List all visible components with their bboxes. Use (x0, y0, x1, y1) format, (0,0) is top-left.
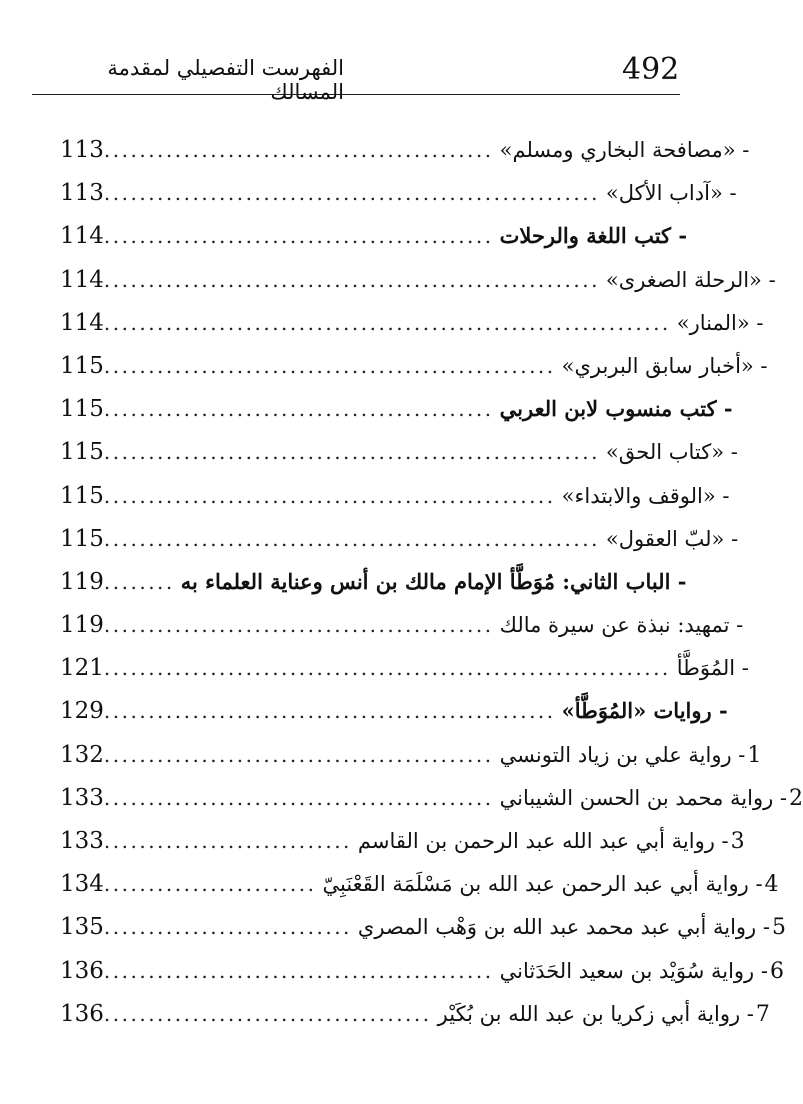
toc-page-number: 132 (60, 741, 104, 768)
dot-leader: ........................................................ (103, 181, 600, 206)
toc-list (60, 137, 803, 1044)
dot-leader: ................................................... (103, 699, 556, 724)
dot-leader: ............................................ (103, 224, 494, 249)
toc-entry-title: - «الرحلة الصغرى» (605, 267, 776, 292)
toc-entry-title: - رواية أبي عبد الله عبد الرحمن بن القاسم (357, 829, 729, 853)
toc-entry-title: - «الوقف والابتداء» (561, 483, 730, 508)
toc-entry-index: 7 (755, 1001, 770, 1027)
toc-entry-index: 6 (769, 958, 784, 984)
toc-entry (60, 828, 745, 871)
dot-leader: ........................................................ (103, 440, 600, 465)
toc-entry (60, 1000, 770, 1044)
dot-leader: ........ (103, 569, 175, 594)
dot-leader: ............................................ (103, 785, 494, 810)
toc-entry-title: - روايات «المُوَطَّأ» (561, 698, 728, 724)
toc-entry-index: 3 (730, 829, 745, 854)
toc-entry-title: - تمهيد: نبذة عن سيرة مالك (499, 613, 744, 638)
toc-entry-title: - رواية محمد بن الحسن الشيباني (499, 785, 788, 810)
dot-leader: ............................ (103, 915, 352, 940)
toc-page-number: 114 (60, 223, 104, 250)
toc-page-number: 133 (60, 828, 104, 854)
toc-entry-title: - المُوَطَّأ (676, 656, 749, 681)
toc-entry (60, 612, 744, 655)
dot-leader: ........................................................ (103, 267, 600, 292)
toc-entry-title: - رواية سُوَيْد بن سعيد الحَدَثاني (499, 958, 768, 983)
dot-leader: ............................ (103, 829, 352, 853)
toc-page-number: 135 (60, 914, 104, 941)
toc-page-number: 121 (60, 655, 104, 682)
toc-entry (60, 439, 738, 482)
running-title: الفهرست التفصيلي لمقدمة المسالك (107, 56, 344, 104)
dot-leader: ............................................ (103, 397, 494, 422)
toc-entry (60, 784, 803, 828)
toc-entry-title: - رواية أبي عبد الرحمن عبد الله بن مَسْلَمَة القَعْنَبِيّ (322, 872, 763, 897)
toc-entry (60, 137, 750, 180)
toc-entry-title: - «كتاب الحق» (605, 440, 738, 465)
toc-entry-title: - «المنار» (676, 310, 764, 335)
toc-entry-index: 1 (747, 742, 762, 768)
toc-page-number: 136 (60, 957, 104, 984)
dot-leader: ................................................................ (103, 656, 671, 681)
toc-entry-title: - رواية أبي زكريا بن عبد الله بن بُكَيْر (437, 1001, 754, 1026)
toc-entry-index: 5 (771, 915, 786, 941)
toc-entry (60, 352, 768, 396)
toc-entry-title: - رواية أبي عبد محمد عبد الله بن وَهْب المصري (357, 915, 770, 940)
toc-page-number: 115 (60, 482, 104, 509)
toc-entry (60, 223, 688, 266)
toc-page-number: 129 (60, 698, 104, 725)
toc-entry-title: - «مصافحة البخاري ومسلم» (499, 138, 750, 162)
toc-page-number: 133 (60, 784, 104, 811)
toc-entry-index: 4 (764, 872, 779, 898)
toc-entry-title: - «أخبار سابق البربري» (561, 353, 768, 378)
toc-entry-index: 2 (789, 785, 803, 811)
toc-entry (60, 871, 779, 914)
toc-entry-title: - الباب الثاني: مُوَطَّأ الإمام مالك بن أنس وعناية العلماء به (180, 568, 687, 594)
toc-entry (60, 482, 730, 526)
toc-entry-title: - رواية علي بن زياد التونسي (499, 742, 746, 767)
toc-entry (60, 309, 764, 353)
toc-entry-title: - كتب اللغة والرحلات (499, 223, 688, 249)
dot-leader: ................................................................ (103, 310, 671, 335)
toc-entry (60, 655, 749, 698)
toc-entry (60, 914, 786, 957)
dot-leader: ............................................ (103, 138, 494, 162)
toc-page-number: 134 (60, 871, 104, 898)
toc-page-number: 136 (60, 1000, 104, 1027)
toc-entry (60, 525, 739, 569)
dot-leader: ........................................................ (103, 526, 600, 551)
toc-entry (60, 741, 762, 785)
toc-page-number: 113 (60, 180, 104, 207)
toc-entry (60, 698, 728, 741)
toc-entry (60, 180, 737, 223)
dot-leader: ..................................... (103, 1001, 432, 1026)
toc-page-number: 115 (60, 352, 104, 379)
toc-page-number: 115 (60, 525, 104, 552)
toc-entry (60, 568, 687, 612)
toc-entry-title: - «آداب الأكل» (605, 181, 737, 206)
toc-entry-title: - «لبّ العقول» (605, 526, 739, 551)
toc-entry-title: - كتب منسوب لابن العربي (499, 396, 733, 422)
toc-entry (60, 957, 784, 1001)
toc-page-number: 114 (60, 266, 104, 293)
page-header (32, 50, 680, 104)
dot-leader: ................................................... (103, 483, 556, 508)
toc-entry (60, 266, 776, 310)
dot-leader: ............................................ (103, 742, 494, 767)
dot-leader: ............................................ (103, 613, 494, 638)
toc-page-number: 114 (60, 309, 104, 336)
toc-page-number: 115 (60, 439, 104, 466)
toc-page-number: 113 (60, 137, 104, 163)
dot-leader: ................................................... (103, 353, 556, 378)
dot-leader: ........................ (103, 872, 317, 897)
toc-page-number: 115 (60, 396, 104, 423)
dot-leader: ............................................ (103, 958, 494, 983)
toc-page-number: 119 (60, 568, 104, 595)
toc-entry (60, 396, 733, 439)
page-number: 492 (622, 52, 680, 87)
toc-page-number: 119 (60, 612, 104, 639)
